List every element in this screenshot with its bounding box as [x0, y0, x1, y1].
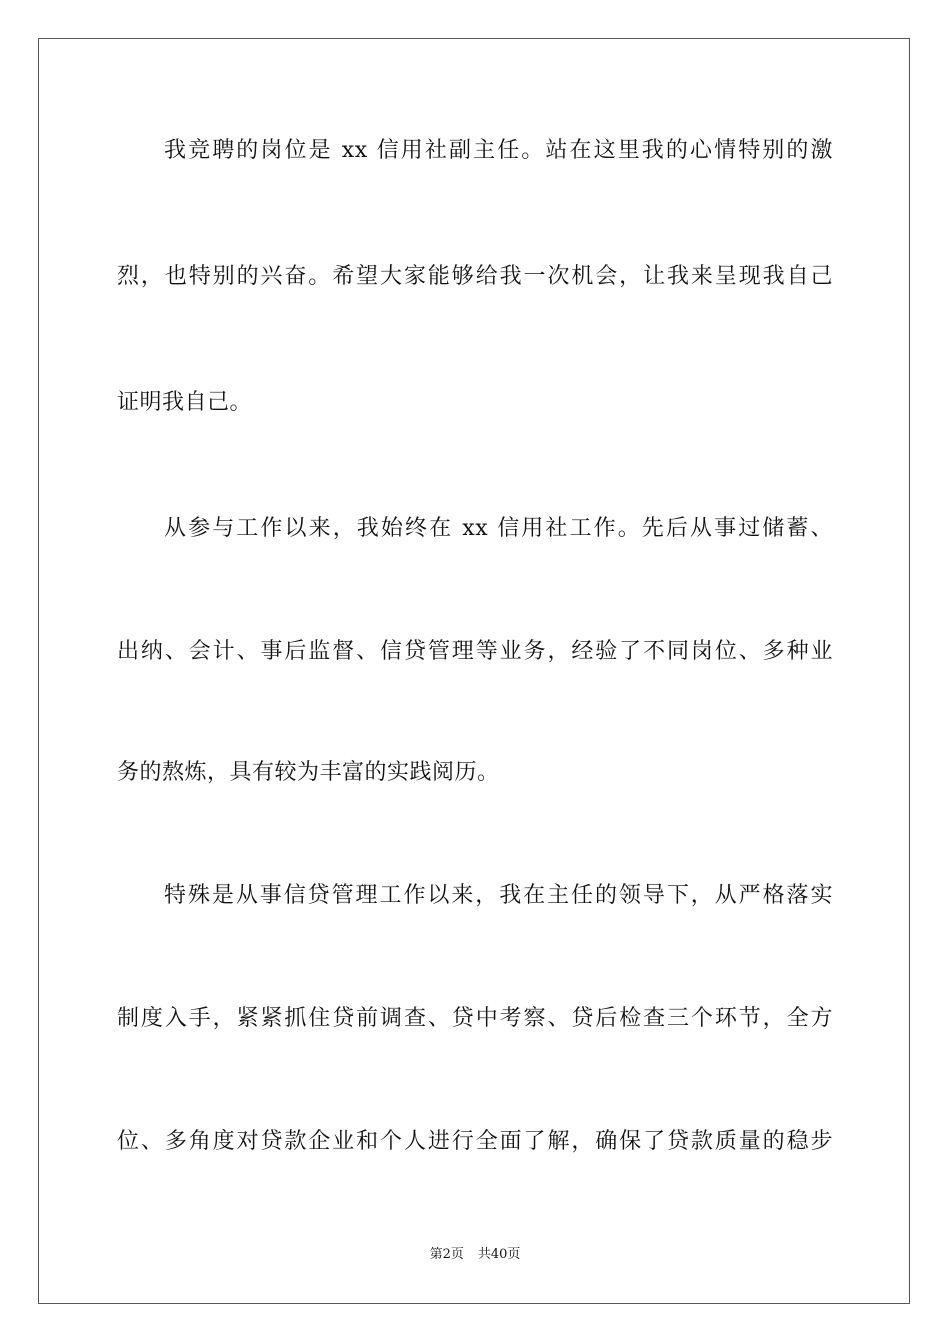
- paragraph-2-line-2: 出纳、会计、事后监督、信贷管理等业务，经验了不同岗位、多种业: [117, 639, 833, 664]
- paragraph-1-line-3: 证明我自己。: [117, 390, 253, 415]
- paragraph-3-line-1: 特殊是从事信贷管理工作以来，我在主任的领导下，从严格落实: [164, 883, 833, 908]
- paragraph-1-line-1: 我竞聘的岗位是 xx 信用社副主任。站在这里我的心情特别的激: [164, 138, 833, 163]
- paragraph-3-line-2: 制度入手，紧紧抓住贷前调查、贷中考察、贷后检查三个环节，全方: [117, 1006, 833, 1031]
- paragraph-2-line-3: 务的熬炼，具有较为丰富的实践阅历。: [117, 760, 500, 785]
- paragraph-2-line-1: 从参与工作以来，我始终在 xx 信用社工作。先后从事过储蓄、: [164, 516, 833, 541]
- page-number-total: 共40页: [477, 1247, 521, 1262]
- page-number-current: 第2页: [429, 1247, 464, 1262]
- page-border: [38, 38, 910, 1304]
- page-footer: [0, 1246, 950, 1264]
- paragraph-1-line-2: 烈，也特别的兴奋。希望大家能够给我一次机会，让我来呈现我自己: [117, 264, 833, 289]
- paragraph-3-line-3: 位、多角度对贷款企业和个人进行全面了解，确保了贷款质量的稳步: [117, 1129, 833, 1154]
